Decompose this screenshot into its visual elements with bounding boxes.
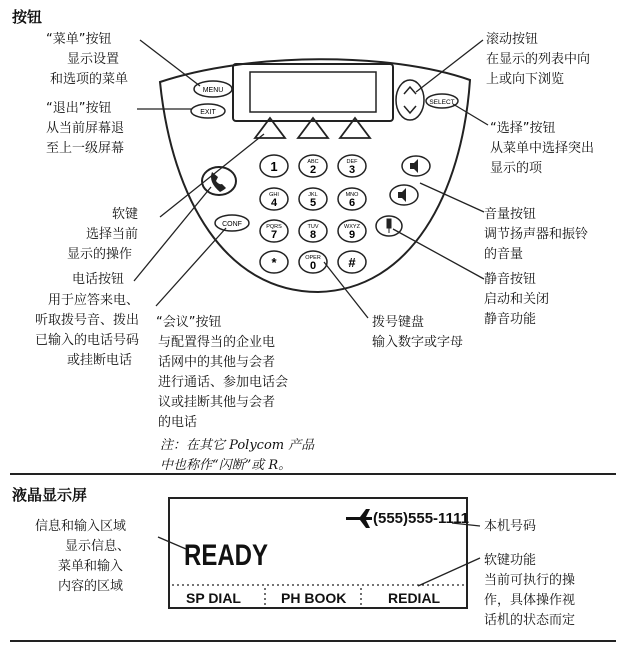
- keypad-key-letters: DEF: [346, 159, 358, 165]
- softkey-func-line: 软键功能: [484, 553, 537, 568]
- softkey-func-line: 作，具体操作视: [484, 593, 576, 608]
- softkey-label-line: 显示的操作: [67, 247, 133, 262]
- conf-button-text: CONF: [222, 221, 242, 228]
- softkey-label-line: 选择当前: [86, 227, 139, 242]
- exit-label-line: 至上一级屏幕: [46, 141, 125, 156]
- keypad-key-digit: 1: [270, 159, 278, 174]
- info-area-line: 显示信息、: [65, 539, 131, 554]
- phone-label-line: 或挂断电话: [67, 353, 133, 368]
- keypad-key-digit: 2: [309, 164, 317, 176]
- lcd-softkey-1: SP DIAL: [186, 590, 241, 606]
- keypad-key-letters: TUV: [307, 224, 319, 230]
- select-label-line: 从菜单中选择突出: [490, 141, 595, 156]
- volume-label-line: 的音量: [484, 247, 524, 262]
- lcd-softkey-3: REDIAL: [388, 590, 441, 606]
- scroll-label-line: 滚动按钮: [486, 32, 539, 47]
- exit-label-line: “退出”按钮: [46, 101, 112, 116]
- section-title-buttons: 按钮: [12, 8, 43, 26]
- keypad-label-line: 拨号键盘: [372, 315, 425, 330]
- note-line: 中也称作“闪断”或 R。: [160, 458, 292, 473]
- select-button-text: SELECT: [429, 99, 455, 106]
- keypad-key-letters: PQRS: [266, 224, 282, 230]
- keypad-key-letters: JKL: [308, 192, 318, 198]
- keypad-key-letters: ABC: [307, 159, 319, 165]
- conf-label-line: 议或挂断其他与会者: [158, 395, 276, 410]
- line-icon: [346, 509, 372, 528]
- keypad-key-letters: MNO: [345, 192, 359, 198]
- select-label-line: 显示的项: [490, 161, 543, 176]
- menu-button-text: MENU: [202, 87, 224, 94]
- lcd-softkey-2: PH BOOK: [281, 590, 347, 606]
- keypad-label-line: 输入数字或字母: [372, 335, 464, 350]
- section-divider-bottom: [10, 640, 616, 642]
- menu-label-line: “菜单”按钮: [46, 32, 112, 47]
- phone-label-line: 听取拨号音、拨出: [35, 313, 140, 328]
- conf-label-line: 进行通话、参加电话会: [158, 375, 289, 390]
- exit-label-line: 从当前屏幕退: [46, 121, 125, 136]
- extension-label-line: 本机号码: [484, 519, 537, 534]
- mute-label-line: 静音功能: [484, 312, 537, 327]
- info-area-line: 信息和输入区域: [35, 519, 127, 534]
- keypad-key-letters: GHI: [269, 192, 279, 198]
- lcd-status-text: READY: [184, 539, 268, 572]
- keypad-key-digit: 9: [348, 229, 356, 241]
- menu-label-line: 显示设置: [67, 52, 120, 67]
- softkey-func-line: 话机的状态而定: [484, 613, 576, 628]
- phone-label-line: 用于应答来电、: [48, 293, 140, 308]
- volume-label-line: 调节扬声器和振铃: [484, 227, 589, 242]
- volume-label-line: 音量按钮: [484, 207, 537, 222]
- exit-button-text: EXIT: [200, 109, 216, 116]
- keypad-key-digit: 5: [309, 197, 317, 209]
- lcd-phone-number: (555)555-1111: [373, 510, 469, 527]
- softkey-label-line: 软键: [112, 207, 139, 222]
- menu-label-line: 和选项的菜单: [50, 72, 129, 87]
- scroll-label-line: 在显示的列表中向: [486, 52, 591, 67]
- keypad-key-digit: 3: [348, 164, 356, 176]
- keypad-key-digit: 8: [309, 229, 317, 241]
- select-label-line: “选择”按钮: [490, 121, 556, 136]
- info-area-line: 内容的区域: [58, 579, 124, 594]
- keypad-key-letters: WXYZ: [344, 224, 360, 230]
- conf-label-line: “会议”按钮: [156, 315, 222, 330]
- note-line: 注：在其它 Polycom 产品: [160, 438, 315, 453]
- conf-label-line: 的电话: [158, 415, 198, 430]
- keypad-key-digit: 6: [348, 197, 356, 209]
- mute-label-line: 静音按钮: [484, 272, 537, 287]
- keypad-key-letters: OPER: [305, 255, 321, 261]
- phone-label-line: 电话按钮: [72, 272, 125, 287]
- section-title-lcd: 液晶显示屏: [12, 486, 88, 504]
- softkey-func-line: 当前可执行的操: [484, 573, 576, 588]
- info-area-line: 菜单和输入: [58, 559, 124, 574]
- scroll-label-line: 上或向下浏览: [486, 72, 565, 87]
- mute-label-line: 启动和关闭: [484, 292, 550, 307]
- keypad-key-digit: 4: [270, 197, 278, 209]
- keypad-key-digit: 0: [309, 260, 317, 272]
- phone-label-line: 已输入的电话号码: [35, 333, 140, 348]
- conf-label-line: 话网中的其他与会者: [158, 355, 276, 370]
- keypad-key-digit: *: [271, 255, 277, 270]
- keypad-key-digit: #: [348, 255, 356, 270]
- conf-label-line: 与配置得当的企业电: [158, 335, 276, 350]
- keypad-key-digit: 7: [270, 229, 278, 241]
